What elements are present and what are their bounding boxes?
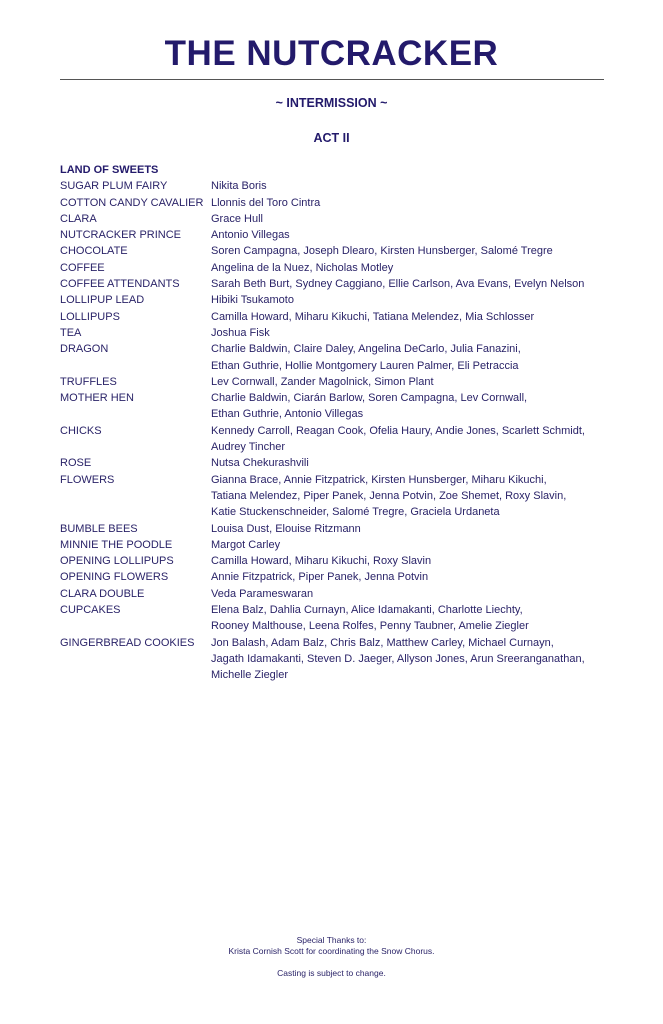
performer-line: Hibiki Tsukamoto [211, 294, 294, 307]
performer-line: Annie Fitzpatrick, Piper Panek, Jenna Potvin [211, 571, 429, 584]
performer-line: Margot Carley [211, 538, 281, 551]
cast-row [60, 325, 620, 341]
performer-names [211, 195, 320, 211]
performer-names [211, 341, 521, 374]
casting-disclaimer: Casting is subject to change. [277, 968, 386, 978]
performer-names [211, 602, 529, 635]
thanks-text: Krista Cornish Scott for coordinating the Snow Chorus. [228, 946, 435, 956]
role-name: CLARA [60, 212, 97, 225]
footer [0, 935, 663, 979]
performer-names [211, 243, 553, 259]
performer-names [211, 292, 294, 308]
performer-names [211, 586, 313, 602]
performer-names [211, 569, 428, 585]
performer-line: Charlie Baldwin, Ciarán Barlow, Soren Campagna, Lev Cornwall, [211, 392, 528, 405]
intermission-heading: ~ INTERMISSION ~ [275, 96, 388, 110]
role-name: CUPCAKES [60, 604, 121, 617]
performer-line: Jagath Idamakanti, Steven D. Jaeger, Allyson Jones, Arun Sreeranganathan, [211, 652, 585, 665]
role-name: CLARA DOUBLE [60, 587, 145, 600]
performer-names [211, 325, 270, 341]
performer-line: Rooney Malthouse, Leena Rolfes, Penny Taubner, Amelie Ziegler [211, 620, 529, 633]
role-name: SUGAR PLUM FAIRY [60, 180, 168, 193]
thanks-heading: Special Thanks to: [296, 935, 367, 945]
performer-line: Charlie Baldwin, Claire Daley, Angelina DeCarlo, Julia Fanazini, [211, 343, 521, 356]
role-name: GINGERBREAD COOKIES [60, 636, 195, 649]
performer-names [211, 455, 309, 471]
cast-list [60, 162, 620, 684]
performer-line: Louisa Dust, Elouise Ritzmann [211, 522, 361, 535]
role-name: COFFEE ATTENDANTS [60, 278, 180, 291]
cast-row [60, 586, 620, 602]
page-title: THE NUTCRACKER [164, 34, 499, 73]
performer-names [211, 521, 361, 537]
cast-row [60, 243, 620, 259]
performer-line: Kennedy Carroll, Reagan Cook, Ofelia Haury, Andie Jones, Scarlett Schmidt, [211, 424, 585, 437]
cast-row [60, 309, 620, 325]
performer-names [211, 276, 584, 292]
performer-line: Sarah Beth Burt, Sydney Caggiano, Ellie Carlson, Ava Evans, Evelyn Nelson [211, 278, 585, 291]
performer-line: Ethan Guthrie, Antonio Villegas [211, 408, 364, 421]
cast-row [60, 260, 620, 276]
role-name: COFFEE [60, 261, 105, 274]
title-divider [60, 79, 604, 80]
role-name: ROSE [60, 457, 92, 470]
cast-row [60, 211, 620, 227]
role-name: MINNIE THE POODLE [60, 538, 173, 551]
performer-line: Elena Balz, Dahlia Curnayn, Alice Idamakanti, Charlotte Liechty, [211, 604, 523, 617]
performer-line: Camilla Howard, Miharu Kikuchi, Roxy Slavin [211, 555, 432, 568]
performer-line: Nikita Boris [211, 180, 267, 193]
performer-names [211, 374, 434, 390]
performer-line: Llonnis del Toro Cintra [211, 196, 321, 209]
performer-line: Katie Stuckenschneider, Salomé Tregre, Graciela Urdaneta [211, 506, 500, 519]
performer-line: Antonio Villegas [211, 229, 290, 242]
role-name: TEA [60, 326, 82, 339]
role-name: CHOCOLATE [60, 245, 128, 258]
cast-row [60, 602, 620, 635]
performer-names [211, 390, 527, 423]
cast-row [60, 537, 620, 553]
role-name: COTTON CANDY CAVALIER [60, 196, 204, 209]
performer-names [211, 178, 267, 194]
cast-row [60, 521, 620, 537]
role-name: LOLLIPUP LEAD [60, 294, 145, 307]
performer-line: Veda Parameswaran [211, 587, 314, 600]
performer-names [211, 211, 263, 227]
cast-row [60, 292, 620, 308]
role-name: MOTHER HEN [60, 392, 134, 405]
cast-row [60, 178, 620, 194]
performer-line: Soren Campagna, Joseph Dlearo, Kirsten Hunsberger, Salomé Tregre [211, 245, 553, 258]
performer-line: Joshua Fisk [211, 326, 270, 339]
role-name: FLOWERS [60, 473, 115, 486]
performer-names [211, 309, 534, 325]
performer-line: Tatiana Melendez, Piper Panek, Jenna Potvin, Zoe Shemet, Roxy Slavin, [211, 489, 567, 502]
performer-line: Angelina de la Nuez, Nicholas Motley [211, 261, 394, 274]
role-name: TRUFFLES [60, 375, 117, 388]
cast-row [60, 472, 620, 521]
performer-names [211, 260, 393, 276]
section-heading: LAND OF SWEETS [60, 164, 159, 176]
role-name: LOLLIPUPS [60, 310, 120, 323]
cast-row [60, 195, 620, 211]
performer-line: Jon Balash, Adam Balz, Chris Balz, Matthew Carley, Michael Curnayn, [211, 636, 554, 649]
performer-line: Lev Cornwall, Zander Magolnick, Simon Plant [211, 375, 434, 388]
performer-names [211, 472, 566, 521]
performer-names [211, 635, 585, 684]
cast-row [60, 341, 620, 374]
cast-row [60, 276, 620, 292]
performer-line: Ethan Guthrie, Hollie Montgomery Lauren Palmer, Eli Petraccia [211, 359, 519, 372]
cast-row [60, 390, 620, 423]
role-name: DRAGON [60, 343, 109, 356]
performer-names [211, 423, 585, 456]
performer-line: Audrey Tincher [211, 441, 285, 454]
role-name: NUTCRACKER PRINCE [60, 229, 182, 242]
role-name: OPENING LOLLIPUPS [60, 555, 174, 568]
role-name: CHICKS [60, 424, 102, 437]
role-name: BUMBLE BEES [60, 522, 138, 535]
cast-row [60, 635, 620, 684]
performer-line: Grace Hull [211, 212, 263, 225]
act-heading: ACT II [313, 131, 350, 145]
performer-names [211, 227, 290, 243]
performer-line: Michelle Ziegler [211, 669, 289, 682]
role-name: OPENING FLOWERS [60, 571, 169, 584]
performer-line: Nutsa Chekurashvili [211, 457, 309, 470]
cast-row [60, 569, 620, 585]
performer-line: Camilla Howard, Miharu Kikuchi, Tatiana Melendez, Mia Schlosser [211, 310, 535, 323]
performer-line: Gianna Brace, Annie Fitzpatrick, Kirsten Hunsberger, Miharu Kikuchi, [211, 473, 547, 486]
cast-row [60, 423, 620, 456]
cast-row [60, 553, 620, 569]
performer-names [211, 553, 431, 569]
cast-row [60, 227, 620, 243]
cast-row [60, 374, 620, 390]
cast-row [60, 455, 620, 471]
performer-names [211, 537, 280, 553]
